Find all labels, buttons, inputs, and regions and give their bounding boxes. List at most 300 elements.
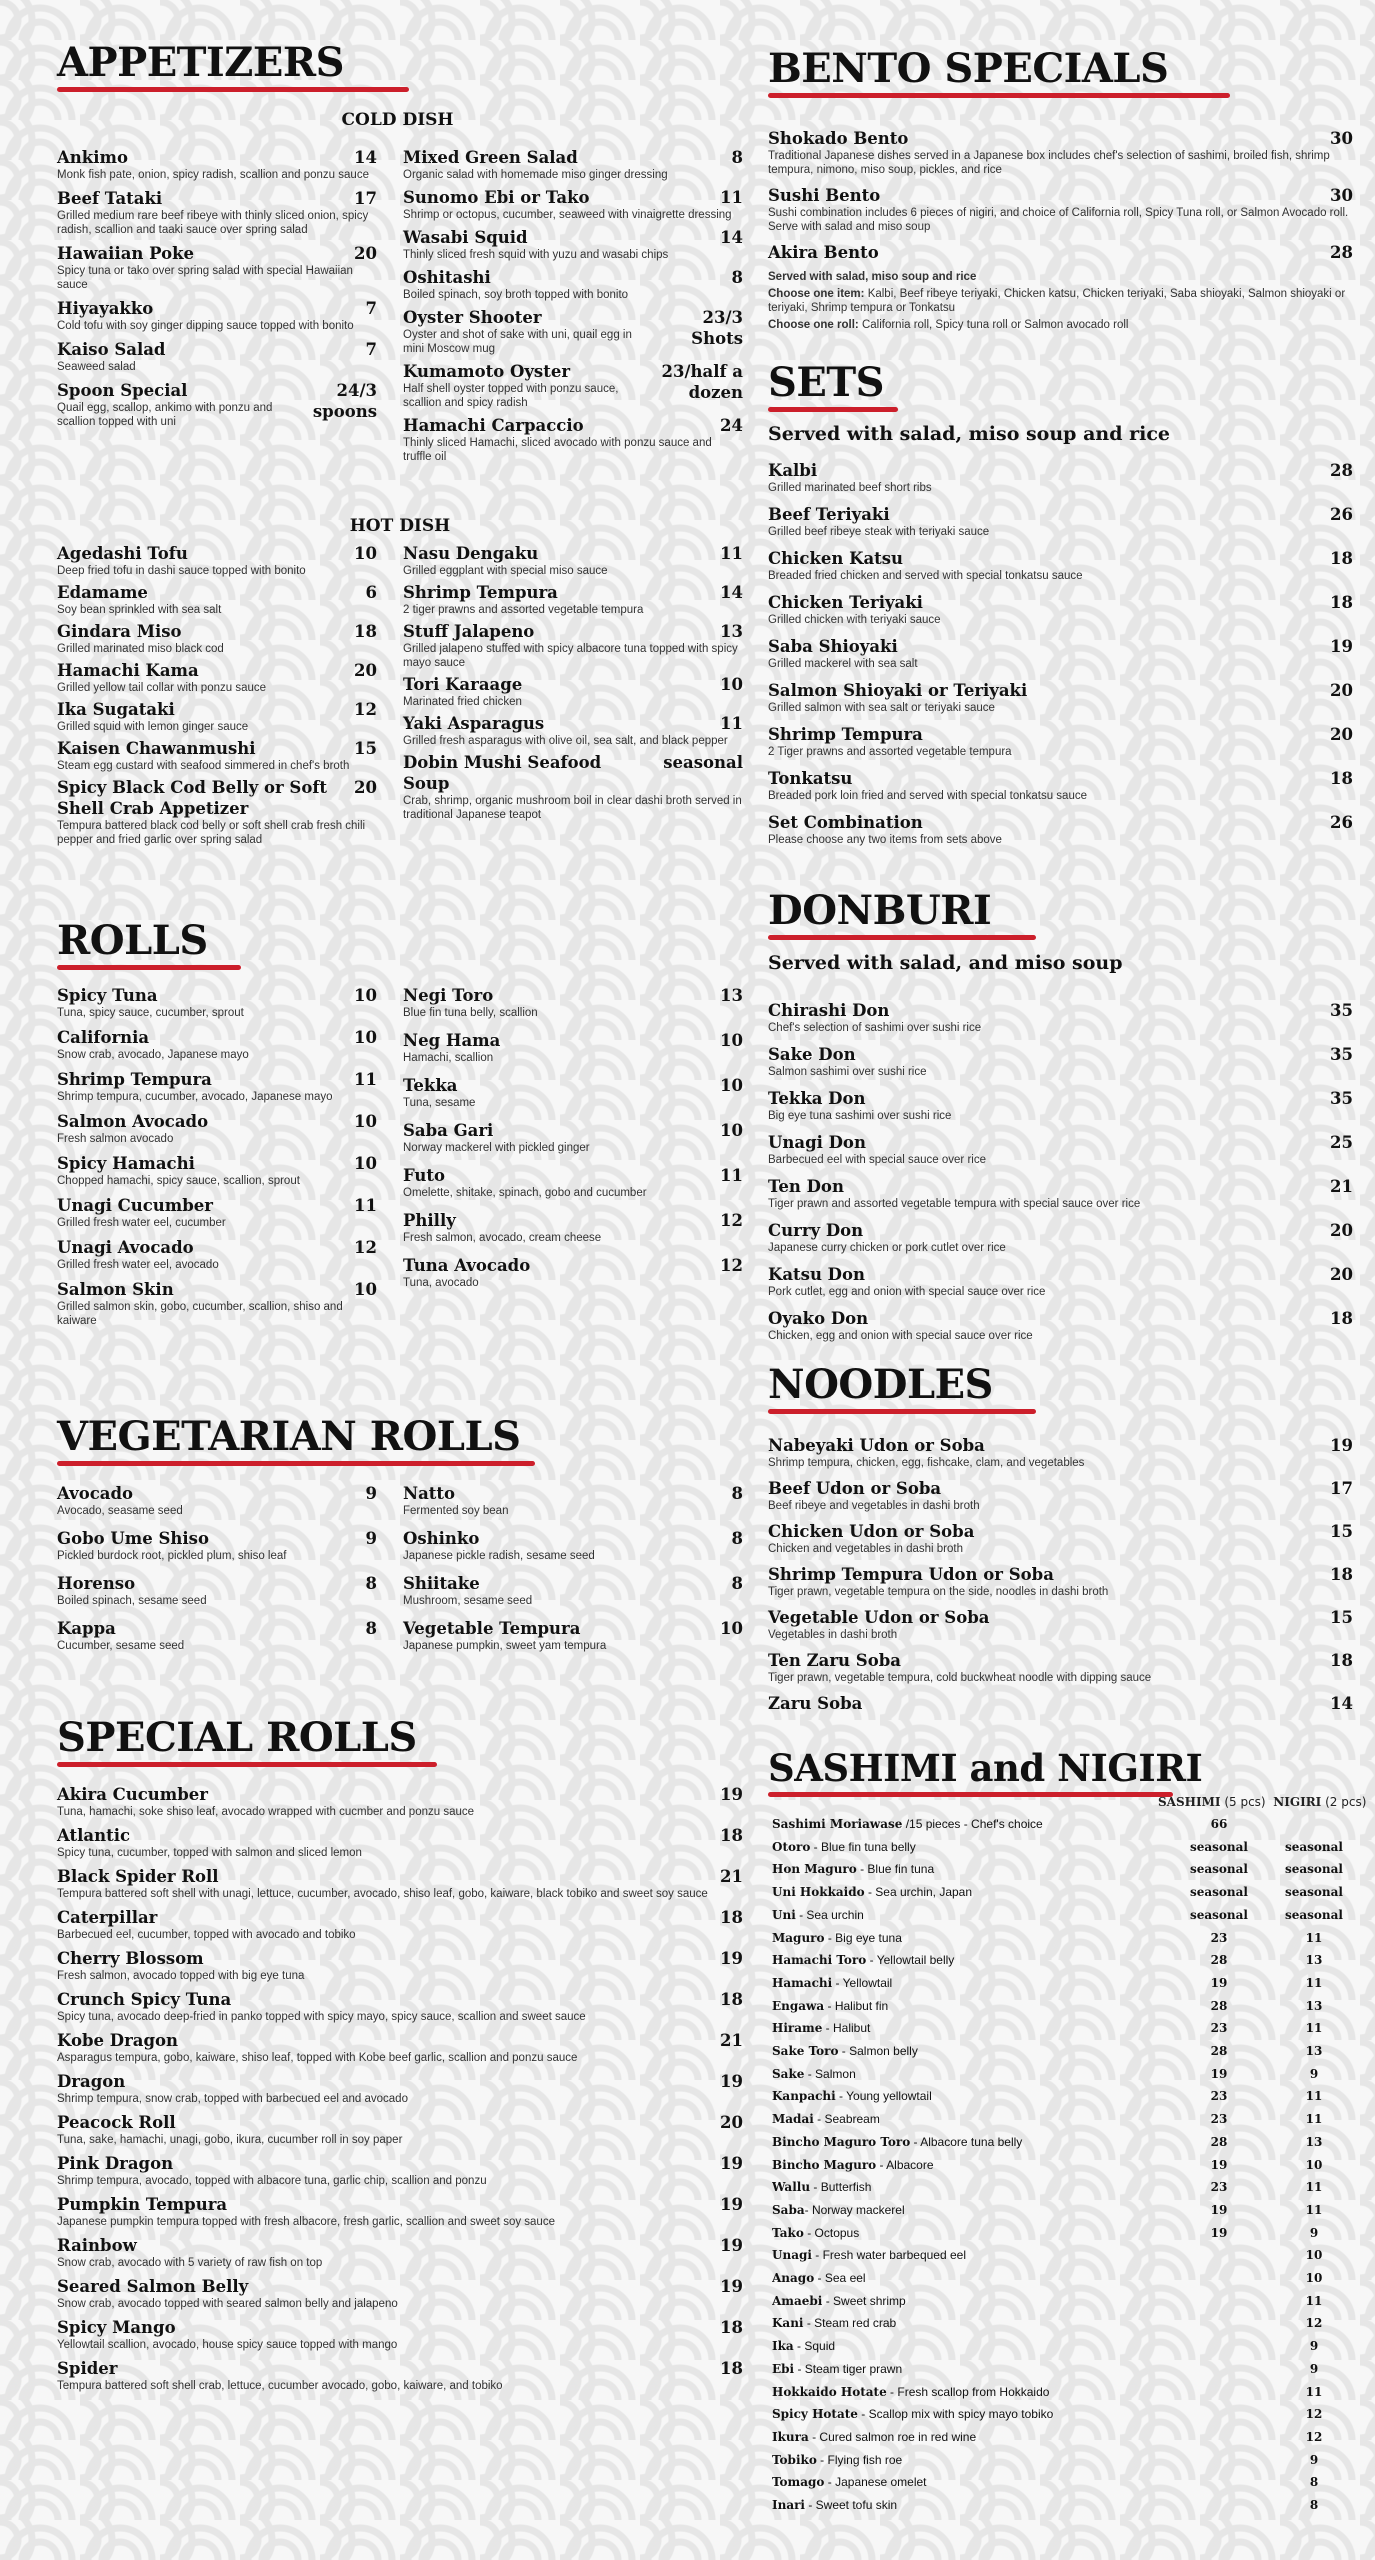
fish-name: Bincho Maguro bbox=[772, 2157, 877, 2172]
nigiri-price: 10 bbox=[1305, 2248, 1323, 2263]
item-name: Ankimo bbox=[57, 148, 128, 167]
item-description: Japanese pumpkin, sweet yam tempura bbox=[403, 1640, 607, 1652]
choose-roll-text: California roll, Spicy tuna roll or Salmon avocado roll bbox=[861, 319, 1129, 331]
fish-description: - Salmon belly bbox=[838, 2044, 918, 2059]
fish-cell bbox=[772, 2312, 1164, 2335]
item-name: Edamame bbox=[57, 583, 148, 602]
item-price: 18 bbox=[1330, 593, 1353, 612]
item-price: 19 bbox=[720, 1785, 743, 1804]
nigiri-price: 11 bbox=[1305, 2202, 1323, 2217]
item-price: 18 bbox=[1330, 769, 1353, 788]
sashimi-row bbox=[772, 2267, 1357, 2290]
menu-item bbox=[57, 582, 377, 617]
menu-item bbox=[57, 1111, 377, 1146]
fish-description: - Sea urchin bbox=[795, 1907, 864, 1922]
sashimi-price: seasonal bbox=[1190, 1839, 1248, 1854]
item-price: 8 bbox=[731, 148, 743, 167]
item-description: Snow crab, avocado with 5 variety of raw fish on top bbox=[57, 2257, 323, 2269]
fish-name: Uni Hokkaido bbox=[772, 1885, 865, 1900]
item-name: Spoon Special bbox=[57, 381, 188, 400]
title-underline bbox=[57, 87, 409, 92]
item-description: Vegetables in dashi broth bbox=[768, 1629, 898, 1641]
item-description: Japanese pickle radish, sesame seed bbox=[403, 1550, 595, 1562]
fish-cell bbox=[772, 2222, 1164, 2245]
item-description: Grilled yellow tail collar with ponzu sauce bbox=[57, 682, 267, 694]
item-name: Pink Dragon bbox=[57, 2154, 174, 2173]
sashimi-row bbox=[772, 2085, 1357, 2108]
menu-item bbox=[403, 674, 743, 709]
item-description: Spicy tuna, avocado deep-fried in panko topped with spicy mayo, spicy sauce, scallion and sweet sauce bbox=[57, 2011, 586, 2023]
item-price: 8 bbox=[365, 1619, 377, 1638]
item-description: Grilled eggplant with special miso sauce bbox=[403, 565, 608, 577]
item-description: Grilled marinated miso black cod bbox=[57, 643, 224, 655]
item-name: Curry Don bbox=[768, 1221, 864, 1240]
item-price: 10 bbox=[354, 1028, 377, 1047]
item-name: Kaiso Salad bbox=[57, 340, 166, 359]
sashimi-row bbox=[772, 1904, 1357, 1927]
item-name: Sake Don bbox=[768, 1045, 856, 1064]
menu-item bbox=[403, 543, 743, 578]
nigiri-price: seasonal bbox=[1285, 1885, 1343, 1900]
sashimi-price: 19 bbox=[1210, 2225, 1228, 2240]
item-description: Boiled spinach, soy broth topped with bonito bbox=[403, 289, 629, 301]
fish-name: Kani bbox=[772, 2316, 804, 2331]
item-price: 18 bbox=[720, 2318, 743, 2337]
item-name: Spicy Black Cod Belly or Soft Shell Crab Appetizer bbox=[57, 778, 328, 818]
menu-item bbox=[768, 1693, 1353, 1714]
sashimi-price bbox=[1164, 2449, 1274, 2472]
nigiri-price: seasonal bbox=[1285, 1907, 1343, 1922]
item-description: Japanese pumpkin tempura topped with fresh albacore, fresh garlic, scallion and sweet soy sauce bbox=[57, 2216, 555, 2228]
item-name: Unagi Avocado bbox=[57, 1238, 194, 1257]
sashimi-row bbox=[772, 2358, 1357, 2381]
item-description: Spicy tuna, cucumber, topped with salmon and sliced lemon bbox=[57, 1847, 362, 1859]
donburi-title: DONBURI bbox=[768, 887, 992, 934]
item-name: Spicy Hamachi bbox=[57, 1154, 195, 1173]
fish-description: - Yellowtail belly bbox=[866, 1953, 955, 1968]
menu-item bbox=[403, 1528, 743, 1563]
sashimi-price: 28 bbox=[1210, 1953, 1228, 1968]
item-price: 12 bbox=[720, 1256, 743, 1275]
item-price: 20 bbox=[1330, 681, 1353, 700]
fish-cell bbox=[772, 1881, 1164, 1904]
item-name: Sunomo Ebi or Tako bbox=[403, 188, 590, 207]
sashimi-price: 28 bbox=[1210, 2044, 1228, 2059]
item-description: Pork cutlet, egg and onion with special sauce over rice bbox=[768, 1286, 1046, 1298]
item-description: Chopped hamachi, spicy sauce, scallion, sprout bbox=[57, 1175, 300, 1187]
title-underline bbox=[768, 1792, 1173, 1797]
fish-cell bbox=[772, 2471, 1164, 2494]
fish-name: Tomago bbox=[772, 2475, 825, 2490]
sashimi-row bbox=[772, 2154, 1357, 2177]
item-name: Mixed Green Salad bbox=[403, 148, 578, 167]
nigiri-price: seasonal bbox=[1285, 1839, 1343, 1854]
sashimi-price: 19 bbox=[1210, 2157, 1228, 2172]
item-name: Cherry Blossom bbox=[57, 1949, 204, 1968]
item-description: Grilled fresh asparagus with olive oil, sea salt, and black pepper bbox=[403, 735, 728, 747]
fish-description: - Cured salmon roe in red wine bbox=[808, 2429, 977, 2444]
sashimi-row bbox=[772, 2449, 1357, 2472]
title-underline bbox=[57, 1762, 437, 1767]
item-price: 7 bbox=[365, 299, 377, 318]
item-description: Chicken and vegetables in dashi broth bbox=[768, 1543, 963, 1555]
menu-item bbox=[768, 1607, 1353, 1642]
menu-item bbox=[768, 185, 1353, 234]
sashimi-row bbox=[772, 2222, 1357, 2245]
fish-description: /15 pieces - Chef's choice bbox=[902, 1817, 1043, 1831]
fish-cell bbox=[772, 2358, 1164, 2381]
item-price: 10 bbox=[720, 1031, 743, 1050]
fish-name: Spicy Hotate bbox=[772, 2407, 858, 2422]
fish-name: Otoro bbox=[772, 1839, 811, 1854]
sashimi-row bbox=[772, 2381, 1357, 2404]
item-price: 10 bbox=[720, 675, 743, 694]
item-name: Wasabi Squid bbox=[403, 228, 528, 247]
veg-rolls-title: VEGETARIAN ROLLS bbox=[57, 1413, 521, 1460]
menu-item bbox=[57, 1989, 743, 2024]
choose-roll-line bbox=[768, 318, 1353, 332]
item-description: Barbecued eel with special sauce over rice bbox=[768, 1154, 986, 1166]
item-price: 20 bbox=[354, 661, 377, 680]
hot-dish-heading: HOT DISH bbox=[349, 516, 451, 536]
fish-description: - Blue fin tuna belly bbox=[810, 1839, 916, 1854]
item-description: Grilled jalapeno stuffed with spicy albacore tuna topped with spicy mayo sauce bbox=[403, 643, 738, 669]
menu-item bbox=[403, 752, 743, 822]
item-name: Kumamoto Oyster bbox=[403, 362, 571, 381]
menu-item bbox=[57, 1573, 377, 1608]
item-name: Peacock Roll bbox=[57, 2113, 176, 2132]
menu-item bbox=[57, 1948, 743, 1983]
item-description: Shrimp or octopus, cucumber, seaweed with vinaigrette dressing bbox=[403, 209, 732, 221]
choose-item-line bbox=[768, 287, 1353, 315]
sashimi-price bbox=[1164, 2244, 1274, 2267]
item-price: 15 bbox=[354, 739, 377, 758]
item-description: Grilled salmon skin, gobo, cucumber, scallion, shiso and kaiware bbox=[57, 1301, 343, 1327]
item-name: Nasu Dengaku bbox=[403, 544, 539, 563]
nigiri-price: 11 bbox=[1305, 1930, 1323, 1945]
akira-bento-subtitle: Served with salad, miso soup and rice bbox=[768, 271, 977, 283]
sashimi-row bbox=[772, 2290, 1357, 2313]
donburi-subtitle: Served with salad, and miso soup bbox=[768, 952, 1123, 974]
item-description: Japanese curry chicken or pork cutlet over rice bbox=[768, 1242, 1006, 1254]
menu-item bbox=[57, 660, 377, 695]
item-description: Hamachi, scallion bbox=[403, 1052, 494, 1064]
donburi-list bbox=[768, 1000, 1353, 1352]
item-description: Blue fin tuna belly, scallion bbox=[403, 1007, 538, 1019]
menu-item bbox=[57, 1866, 743, 1901]
fish-name: Maguro bbox=[772, 1930, 825, 1945]
nigiri-price: 8 bbox=[1309, 2475, 1319, 2490]
rolls-right-column bbox=[403, 985, 743, 1300]
menu-item bbox=[57, 380, 377, 429]
fish-cell bbox=[772, 2017, 1164, 2040]
item-name: Saba Shioyaki bbox=[768, 637, 898, 656]
item-name: Katsu Don bbox=[768, 1265, 865, 1284]
item-description: Tiger prawn, vegetable tempura, cold buckwheat noodle with dipping sauce bbox=[768, 1672, 1152, 1684]
sashimi-price bbox=[1164, 2290, 1274, 2313]
item-name: Tekka Don bbox=[768, 1089, 866, 1108]
item-description: Seaweed salad bbox=[57, 361, 136, 373]
fish-description: - Sea eel bbox=[814, 2271, 866, 2286]
fish-name: Hirame bbox=[772, 2021, 823, 2036]
nigiri-price: 10 bbox=[1305, 2271, 1323, 2286]
donburi-heading bbox=[768, 888, 1036, 940]
sashimi-row bbox=[772, 2335, 1357, 2358]
veg-rolls-heading bbox=[57, 1414, 535, 1466]
nigiri-price: 9 bbox=[1309, 2225, 1319, 2240]
item-price: 14 bbox=[1330, 1694, 1353, 1713]
item-name: Dobin Mushi Seafood Soup bbox=[403, 753, 602, 793]
menu-item bbox=[57, 1825, 743, 1860]
menu-item bbox=[57, 2071, 743, 2106]
item-price: 35 bbox=[1330, 1045, 1353, 1064]
item-description: Fresh salmon, avocado topped with big eye tuna bbox=[57, 1970, 305, 1982]
item-price: 10 bbox=[720, 1619, 743, 1638]
fish-name: Amaebi bbox=[772, 2293, 823, 2308]
item-description: Grilled fresh water eel, avocado bbox=[57, 1259, 219, 1271]
fish-name: Tako bbox=[772, 2225, 804, 2240]
item-name: Set Combination bbox=[768, 813, 923, 832]
item-price: 24/3 spoons bbox=[312, 381, 377, 421]
menu-item bbox=[768, 460, 1353, 495]
menu-item bbox=[57, 2030, 743, 2065]
fish-description: - Fresh scallop from Hokkaido bbox=[886, 2384, 1050, 2399]
item-name: Oshitashi bbox=[403, 268, 491, 287]
sashimi-col-header: SASHIMI bbox=[1158, 1795, 1221, 1809]
title-underline bbox=[768, 93, 1230, 98]
nigiri-price: 13 bbox=[1305, 1998, 1323, 2013]
bento-heading bbox=[768, 46, 1230, 98]
menu-item bbox=[57, 188, 377, 237]
item-name: Crunch Spicy Tuna bbox=[57, 1990, 232, 2009]
item-price: 6 bbox=[365, 583, 377, 602]
menu-item bbox=[57, 298, 377, 333]
item-price: 10 bbox=[354, 544, 377, 563]
sashimi-table bbox=[772, 1813, 1357, 2517]
sashimi-price: 23 bbox=[1210, 1930, 1228, 1945]
sashimi-row bbox=[772, 2131, 1357, 2154]
item-price: 19 bbox=[1330, 1436, 1353, 1455]
item-name: Tori Karaage bbox=[403, 675, 523, 694]
item-description: Shrimp tempura, chicken, egg, fishcake, clam, and vegetables bbox=[768, 1457, 1085, 1469]
menu-item bbox=[403, 1573, 743, 1608]
item-price: 13 bbox=[720, 622, 743, 641]
item-price: 14 bbox=[354, 148, 377, 167]
sashimi-price: 19 bbox=[1210, 1975, 1228, 1990]
rolls-title: ROLLS bbox=[57, 917, 208, 964]
menu-item bbox=[403, 307, 743, 356]
item-name: Akira Bento bbox=[768, 243, 879, 262]
item-description: Tiger prawn, vegetable tempura on the side, noodles in dashi broth bbox=[768, 1586, 1109, 1598]
menu-item bbox=[57, 1784, 743, 1819]
fish-cell bbox=[772, 1813, 1164, 1836]
item-description: Marinated fried chicken bbox=[403, 696, 522, 708]
sashimi-price bbox=[1164, 2403, 1274, 2426]
item-name: Shrimp Tempura bbox=[403, 583, 558, 602]
menu-item bbox=[57, 2153, 743, 2188]
item-price: 18 bbox=[720, 2359, 743, 2378]
item-description: Chicken, egg and onion with special sauce over rice bbox=[768, 1330, 1033, 1342]
fish-description: - Salmon bbox=[804, 2066, 856, 2081]
menu-item bbox=[768, 768, 1353, 803]
menu-item bbox=[57, 543, 377, 578]
sashimi-price: 23 bbox=[1210, 2180, 1228, 2195]
special-rolls-title: SPECIAL ROLLS bbox=[57, 1714, 417, 1761]
menu-item bbox=[57, 2276, 743, 2311]
sashimi-row bbox=[772, 2471, 1357, 2494]
sashimi-price: 23 bbox=[1210, 2021, 1228, 2036]
item-price: 28 bbox=[1330, 461, 1353, 480]
fish-name: Bincho Maguro Toro bbox=[772, 2134, 911, 2149]
item-description: Yellowtail scallion, avocado, house spicy sauce topped with mango bbox=[57, 2339, 398, 2351]
fish-description: - Norway mackerel bbox=[804, 2202, 905, 2217]
sashimi-price: 19 bbox=[1210, 2066, 1228, 2081]
menu-item bbox=[768, 680, 1353, 715]
item-price: 12 bbox=[354, 1238, 377, 1257]
item-description: Grilled medium rare beef ribeye with thinly sliced onion, spicy radish, scallion and taaki sauce over spring salad bbox=[57, 210, 369, 236]
menu-item bbox=[57, 985, 377, 1020]
fish-description: - Fresh water barbequed eel bbox=[811, 2248, 967, 2263]
item-description: Shrimp tempura, cucumber, avocado, Japanese mayo bbox=[57, 1091, 333, 1103]
item-name: California bbox=[57, 1028, 150, 1047]
item-description: 2 Tiger prawns and assorted vegetable tempura bbox=[768, 746, 1012, 758]
sashimi-row bbox=[772, 2040, 1357, 2063]
bento-title: BENTO SPECIALS bbox=[768, 45, 1169, 92]
item-description: Breaded pork loin fried and served with special tonkatsu sauce bbox=[768, 790, 1087, 802]
sashimi-price bbox=[1164, 2267, 1274, 2290]
menu-item bbox=[768, 1044, 1353, 1079]
fish-cell bbox=[772, 1858, 1164, 1881]
item-description: Tempura battered soft shell with unagi, lettuce, cucumber, avocado, shiso leaf, gobo, kaiware, black tobiko and sweet soy sauce bbox=[57, 1888, 708, 1900]
menu-item bbox=[403, 985, 743, 1020]
item-name: Shokado Bento bbox=[768, 129, 909, 148]
sashimi-row bbox=[772, 1949, 1357, 1972]
fish-name: Uni bbox=[772, 1907, 796, 1922]
fish-description: - Steam red crab bbox=[803, 2316, 897, 2331]
appetizers-title: APPETIZERS bbox=[57, 39, 344, 86]
item-description: Shrimp tempura, snow crab, topped with barbecued eel and avocado bbox=[57, 2093, 408, 2105]
item-name: Shrimp Tempura bbox=[768, 725, 923, 744]
menu-item bbox=[403, 1120, 743, 1155]
nigiri-price bbox=[1274, 1813, 1354, 1836]
menu-item bbox=[57, 1153, 377, 1188]
item-description: Thinly sliced fresh squid with yuzu and wasabi chips bbox=[403, 249, 669, 261]
menu-item bbox=[403, 187, 743, 222]
fish-name: Ebi bbox=[772, 2361, 795, 2376]
item-name: Caterpillar bbox=[57, 1908, 158, 1927]
item-price: 30 bbox=[1330, 129, 1353, 148]
item-description: Fermented soy bean bbox=[403, 1505, 509, 1517]
item-description: Grilled fresh water eel, cucumber bbox=[57, 1217, 226, 1229]
menu-item bbox=[403, 713, 743, 748]
item-description: Tempura battered soft shell crab, lettuce, cucumber avocado, gobo, kaiware, and tobiko bbox=[57, 2380, 503, 2392]
fish-cell bbox=[772, 1949, 1164, 1972]
menu-item bbox=[57, 1027, 377, 1062]
fish-cell bbox=[772, 2108, 1164, 2131]
item-name: Tonkatsu bbox=[768, 769, 853, 788]
item-name: Seared Salmon Belly bbox=[57, 2277, 249, 2296]
nigiri-col-header: NIGIRI bbox=[1273, 1795, 1322, 1809]
item-description: Boiled spinach, sesame seed bbox=[57, 1595, 207, 1607]
item-name: Hamachi Kama bbox=[57, 661, 199, 680]
item-price: 11 bbox=[354, 1196, 377, 1215]
item-name: Nabeyaki Udon or Soba bbox=[768, 1436, 985, 1455]
item-name: Hiyayakko bbox=[57, 299, 154, 318]
item-price: 35 bbox=[1330, 1089, 1353, 1108]
menu-item bbox=[403, 1618, 743, 1653]
fish-cell bbox=[772, 2449, 1164, 2472]
fish-name: Ika bbox=[772, 2339, 794, 2354]
menu-item bbox=[403, 227, 743, 262]
item-price: 14 bbox=[720, 228, 743, 247]
menu-item bbox=[57, 1195, 377, 1230]
fish-cell bbox=[772, 2176, 1164, 2199]
item-name: Chicken Udon or Soba bbox=[768, 1522, 975, 1541]
item-price: 9 bbox=[365, 1529, 377, 1548]
fish-cell bbox=[772, 1995, 1164, 2018]
item-description: 2 tiger prawns and assorted vegetable tempura bbox=[403, 604, 644, 616]
menu-item bbox=[57, 2194, 743, 2229]
nigiri-price: 10 bbox=[1305, 2157, 1323, 2172]
item-price: 20 bbox=[354, 244, 377, 263]
noodles-list bbox=[768, 1435, 1353, 1722]
fish-name: Hon Maguro bbox=[772, 1862, 857, 1877]
item-name: Oshinko bbox=[403, 1529, 480, 1548]
sashimi-price bbox=[1164, 2335, 1274, 2358]
menu-item bbox=[403, 1165, 743, 1200]
item-description: Breaded fried chicken and served with special tonkatsu sauce bbox=[768, 570, 1083, 582]
item-name: Beef Tataki bbox=[57, 189, 163, 208]
sashimi-price bbox=[1164, 2471, 1274, 2494]
fish-cell bbox=[772, 2403, 1164, 2426]
fish-name: Tobiko bbox=[772, 2452, 817, 2467]
fish-description: - Halibut fin bbox=[824, 1998, 889, 2013]
sashimi-col-headers bbox=[1158, 1795, 1366, 1809]
title-underline bbox=[768, 935, 1036, 940]
fish-description: - Sea urchin, Japan bbox=[864, 1885, 973, 1900]
sashimi-price bbox=[1164, 2494, 1274, 2517]
item-name: Futo bbox=[403, 1166, 446, 1185]
menu-item bbox=[768, 1435, 1353, 1470]
fish-cell bbox=[772, 2290, 1164, 2313]
item-price: 12 bbox=[354, 700, 377, 719]
fish-cell bbox=[772, 2085, 1164, 2108]
item-price: 11 bbox=[354, 1070, 377, 1089]
sashimi-price: 19 bbox=[1210, 2202, 1228, 2217]
item-name: Black Spider Roll bbox=[57, 1867, 219, 1886]
sashimi-row bbox=[772, 1813, 1357, 1836]
item-name: Stuff Jalapeno bbox=[403, 622, 535, 641]
item-price: 8 bbox=[731, 1574, 743, 1593]
fish-description: - Flying fish roe bbox=[816, 2452, 903, 2467]
item-name: Shiitake bbox=[403, 1574, 480, 1593]
item-description: Tuna, avocado bbox=[403, 1277, 479, 1289]
title-underline bbox=[768, 407, 898, 412]
menu-item bbox=[57, 1483, 377, 1518]
item-description: Cucumber, sesame seed bbox=[57, 1640, 185, 1652]
fish-name: Unagi bbox=[772, 2248, 812, 2263]
item-name: Hamachi Carpaccio bbox=[403, 416, 584, 435]
item-description: Fresh salmon, avocado, cream cheese bbox=[403, 1232, 602, 1244]
item-price: 25 bbox=[1330, 1133, 1353, 1152]
item-name: Kobe Dragon bbox=[57, 2031, 178, 2050]
fish-name: Kanpachi bbox=[772, 2089, 836, 2104]
sets-list bbox=[768, 460, 1353, 856]
sashimi-row bbox=[772, 2108, 1357, 2131]
fish-cell bbox=[772, 2244, 1164, 2267]
item-price: 12 bbox=[720, 1211, 743, 1230]
menu-item bbox=[57, 1069, 377, 1104]
